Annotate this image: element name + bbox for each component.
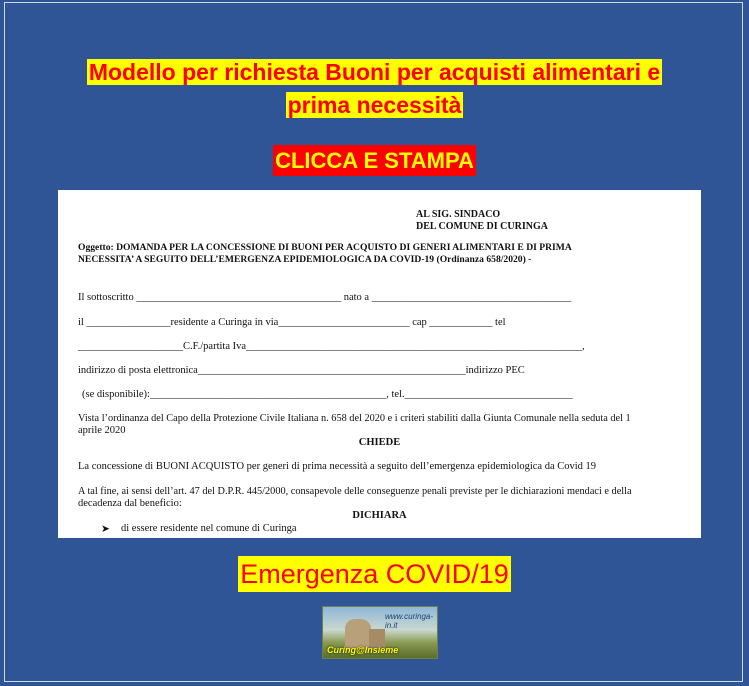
dichiara-heading: DICHIARA [352, 510, 407, 521]
logo-brand-text: Curing@Insieme [327, 645, 399, 655]
ordinanza-line-1: Vista l’ordinanza del Capo della Protezione Civile Italiana n. 658 del 2020 e i criteri stabiliti dalla Giunta Comunale nella seduta del 1 [78, 413, 631, 424]
fine-line-2: decadenza dal beneficio: [78, 498, 182, 509]
form-line-cf: ____________________C.F./partita Iva________________________________________________________________, [78, 341, 585, 352]
form-line-email: indirizzo di posta elettronica___________________________________________________indirizzo PEC [78, 365, 525, 376]
page-title [0, 56, 749, 122]
form-line-sottoscritto: Il sottoscritto _______________________________________ nato a ______________________________________ [78, 292, 572, 303]
fine-line-1: A tal fine, ai sensi dell’art. 47 del D.P.R. 445/2000, consapevole delle conseguenze penali previste per le dichiarazioni mendaci e della [78, 486, 632, 497]
print-link[interactable]: CLICCA E STAMPA [273, 145, 476, 176]
bullet-arrow-icon: ➤ [101, 524, 110, 535]
subject-line-2: NECESSITA’ A SEGUITO DELL’EMERGENZA EPIDEMIOLOGICA DA COVID-19 (Ordinanza 658/2020) - [78, 254, 532, 265]
document-preview[interactable] [58, 190, 701, 538]
emergency-label: Emergenza COVID/19 [238, 556, 511, 592]
form-line-residente: il ________________residente a Curinga in via_________________________ cap ____________ tel [78, 317, 506, 328]
form-line-tel: (se disponibile):_____________________________________________, tel.________________________________ [82, 389, 573, 400]
curinga-insieme-logo[interactable] [322, 606, 438, 659]
chiede-heading: CHIEDE [358, 437, 401, 448]
bullet-item-1: di essere residente nel comune di Curinga [121, 523, 297, 534]
concessione-line: La concessione di BUONI ACQUISTO per generi di prima necessità a seguito dell’emergenza epidemiologica da Covid 19 [78, 461, 597, 472]
subject-line-1: Oggetto: DOMANDA PER LA CONCESSIONE DI BUONI PER ACQUISTO DI GENERI ALIMENTARI E DI PRIMA [78, 242, 572, 253]
addressee-line-2: DEL COMUNE DI CURINGA [416, 221, 548, 232]
title-line-2: prima necessità [287, 92, 462, 118]
ordinanza-line-2: aprile 2020 [78, 425, 126, 436]
title-line-1: Modello per richiesta Buoni per acquisti alimentari e [88, 59, 661, 85]
addressee-line-1: AL SIG. SINDACO [416, 209, 501, 220]
logo-site-text: www.curinga-in.it [385, 612, 434, 630]
